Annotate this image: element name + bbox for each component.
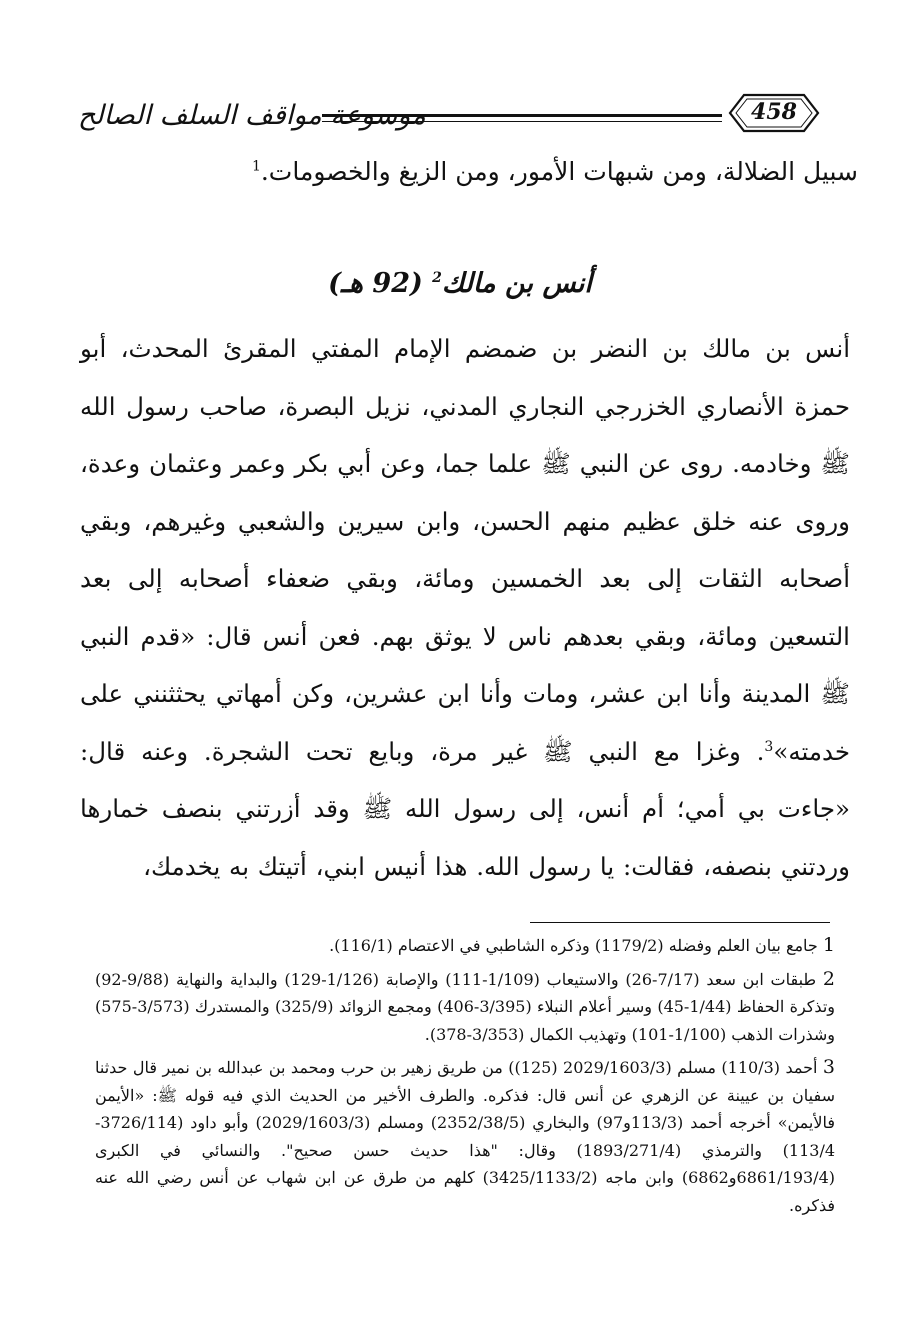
footnote-separator	[530, 922, 830, 923]
footnote-text: أحمد (110/3) مسلم (2029/1603/3 (125)) من طريق زهير بن حرب ومحمد بن عبدالله بن نمير قال حدثنا سفيان بن عيينة عن الزهري عن أنس قال: فذكره. والطرف الأخير من الحديث الذي فيه قوله ﷺ: «الأيمن فالأيمن» أخرجه أحمد (113/3و97) والبخاري (2352/38/5) ومسلم (2029/1603/3) وأبو داود (3726/114-113/4) والترمذي (1893/271/4) وقال: "هذا حديث حسن صحيح". والنسائي في الكبرى (6861/193/4و6862) وابن ماجه (3425/1133/2) كلهم من طرق عن ابن شهاب عن أنس رضي الله عنه فذكره.	[95, 1058, 836, 1215]
footnote-text: جامع بيان العلم وفضله (1179/2) وذكره الشاطبي في الاعتصام (116/1).	[329, 936, 818, 955]
intro-line	[58, 152, 858, 192]
page-number-badge	[728, 92, 820, 134]
footnote-2	[95, 966, 835, 1049]
footnote-number: 3	[822, 1056, 836, 1078]
section-title	[200, 262, 720, 306]
section-title-name: أنس بن مالك	[441, 268, 592, 299]
footnote-1	[95, 932, 835, 960]
footnotes	[95, 932, 835, 1225]
footnote-3	[95, 1054, 835, 1219]
section-title-year: (92 هـ)	[328, 268, 423, 299]
intro-text: سبيل الضلالة، ومن شبهات الأمور، ومن الزيغ والخصومات.	[260, 157, 858, 186]
header-rule	[322, 114, 722, 122]
page-number: 458	[751, 99, 797, 125]
footnote-number: 2	[822, 967, 836, 990]
footnote-ref-2: 2	[432, 270, 442, 286]
biography-main: أنس بن مالك بن النضر بن ضمضم الإمام المفتي المقرئ المحدث، أبو حمزة الأنصاري الخزرجي النجاري المدني، نزيل البصرة، صاحب رسول الله ﷺ وخادمه. روى عن النبي ﷺ علما جما، وعن أبي بكر وعمر وعثمان وعدة، وروى عنه خلق عظيم منهم الحسن، وابن سيرين والشعبي وغيرهم، وبقي أصحابه الثقات إلى بعد الخمسين ومائة، وبقي ضعفاء أصحابه إلى بعد التسعين ومائة، وبقي بعدهم ناس لا يوثق بهم. فعن أنس قال: «قدم النبي ﷺ المدينة وأنا ابن عشر، ومات وأنا ابن عشرين، وكن أمهاتي يحثثنني على خدمته»	[80, 334, 850, 766]
footnote-number: 1	[822, 934, 835, 956]
biography-continued: . وغزا مع النبي ﷺ غير مرة، وبايع تحت الشجرة. وعنه قال: «جاءت بي أمي؛ أم أنس، إلى رسول الله ﷺ وقد أزرتني بنصف خمارها وردتني بنصفه، فقالت: يا رسول الله. هذا أنيس ابني، أتيتك به يخدمك،	[80, 736, 850, 881]
biography-text	[80, 320, 850, 895]
footnote-ref-1: 1	[251, 158, 261, 175]
footnote-ref-3: 3	[764, 738, 774, 755]
page-header	[60, 92, 840, 144]
footnote-text: طبقات ابن سعد (7/17-26) والاستيعاب (1/109-111) والإصابة (1/126-129) والبداية والنهاية (9/88-92) وتذكرة الحفاظ (1/44-45) وسير أعلام النبلاء (3/395-406) ومجمع الزوائد (325/9) والمستدرك (3/573-575) وشذرات الذهب (1/100-101) وتهذيب الكمال (3/353-378).	[95, 969, 836, 1044]
book-title: موسوعة مواقف السلف الصالح	[78, 100, 426, 131]
